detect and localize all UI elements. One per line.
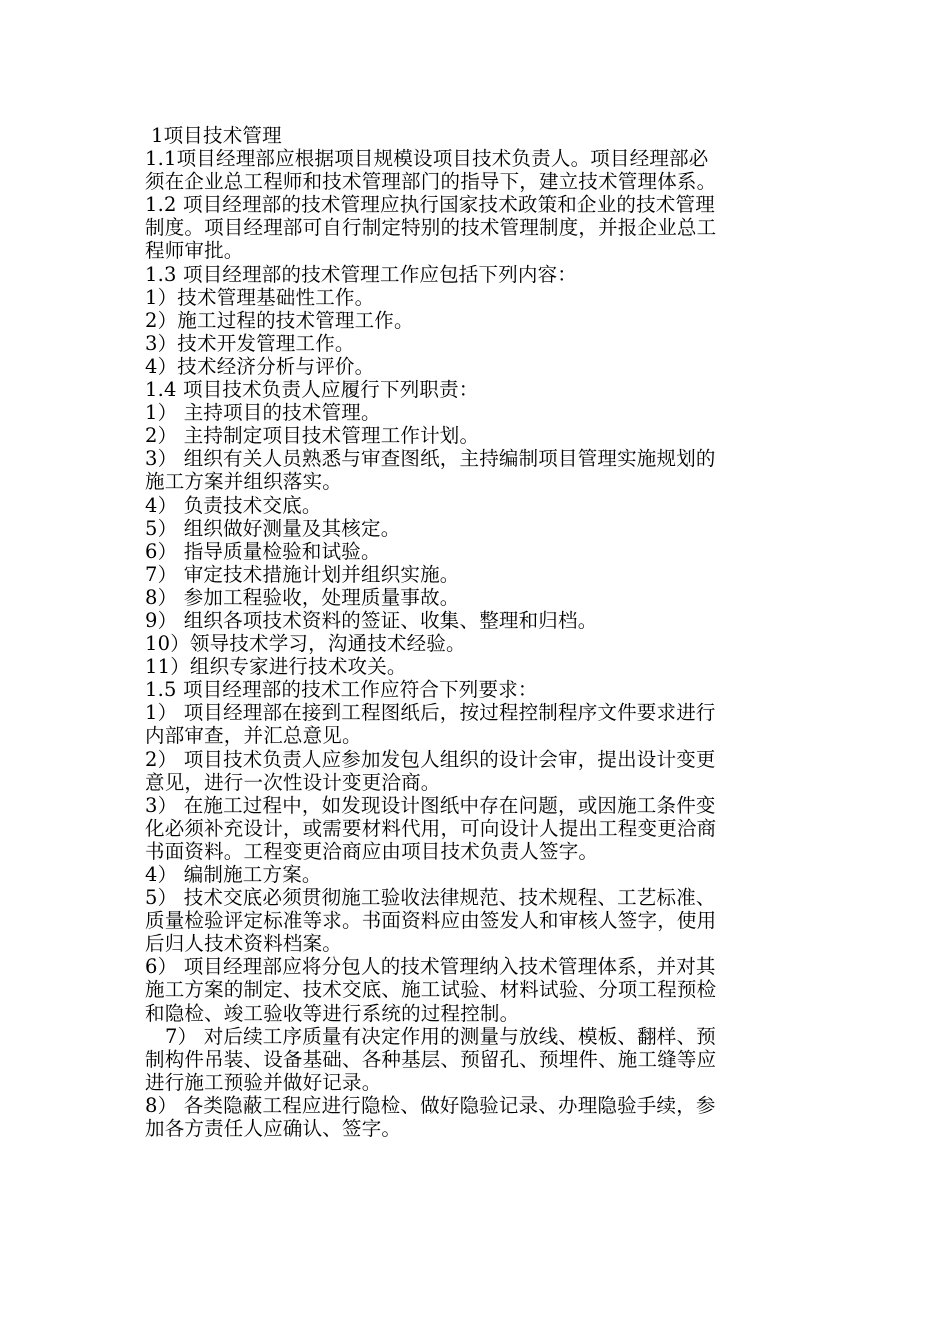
- text-line: 1.1项目经理部应根据项目规模设项目技术负责人。项目经理部必: [145, 147, 709, 171]
- text-line: 进行施工预验并做好记录。: [145, 1070, 382, 1094]
- text-line: 施工方案的制定、技术交底、施工试验、材料试验、分项工程预检: [145, 978, 717, 1002]
- text-line: 施工方案并组织落实。: [145, 470, 343, 494]
- text-line: 内部审查，并汇总意见。: [145, 724, 362, 748]
- text-line: 4） 负责技术交底。: [145, 493, 322, 517]
- text-line: 2）施工过程的技术管理工作。: [145, 308, 414, 332]
- text-line: 1.2 项目经理部的技术管理应执行国家技术政策和企业的技术管理: [145, 193, 715, 217]
- text-line: 书面资料。工程变更洽商应由项目技术负责人签字。: [145, 839, 599, 863]
- text-line: 2） 项目技术负责人应参加发包人组织的设计会审，提出设计变更: [145, 747, 716, 771]
- text-line: 须在企业总工程师和技术管理部门的指导下，建立技术管理体系。: [145, 170, 717, 194]
- text-line: 5） 技术交底必须贯彻施工验收法律规范、技术规程、工艺标准、: [145, 886, 716, 910]
- text-line: 质量检验评定标准等求。书面资料应由签发人和审核人签字，使用: [145, 909, 717, 933]
- text-line: 加各方责任人应确认、签字。: [145, 1117, 402, 1141]
- text-line: 1） 主持项目的技术管理。: [145, 401, 381, 425]
- text-line: 2） 主持制定项目技术管理工作计划。: [145, 424, 480, 448]
- text-line: 10）领导技术学习，沟通技术经验。: [145, 632, 466, 656]
- text-line: 7） 对后续工序质量有决定作用的测量与放线、模板、翻样、预: [165, 1024, 716, 1048]
- text-line: 1.3 项目经理部的技术管理工作应包括下列内容：: [145, 262, 578, 286]
- text-line: 制构件吊装、设备基础、各种基层、预留孔、预埋件、施工缝等应: [145, 1047, 717, 1071]
- text-line: 4）技术经济分析与评价。: [145, 354, 375, 378]
- text-line: 6） 指导质量检验和试验。: [145, 539, 381, 563]
- text-line: 和隐检、竣工验收等进行系统的过程控制。: [145, 1001, 520, 1025]
- document-body: [145, 124, 807, 1140]
- text-line: 11）组织专家进行技术攻关。: [145, 655, 407, 679]
- text-line: 1.5 项目经理部的技术工作应符合下列要求：: [145, 678, 538, 702]
- text-line: 1）技术管理基础性工作。: [145, 285, 375, 309]
- text-line: 1.4 项目技术负责人应履行下列职责：: [145, 378, 479, 402]
- text-line: 9） 组织各项技术资料的签证、收集、整理和归档。: [145, 608, 598, 632]
- text-line: 化必须补充设计，或需要材料代用，可向设计人提出工程变更洽商: [145, 816, 717, 840]
- text-line: 3）技术开发管理工作。: [145, 331, 355, 355]
- text-line: 7） 审定技术措施计划并组织实施。: [145, 562, 460, 586]
- text-line: 3） 在施工过程中，如发现设计图纸中存在问题，或因施工条件变: [145, 793, 716, 817]
- text-line: 8） 各类隐蔽工程应进行隐检、做好隐验记录、办理隐验手续，参: [145, 1093, 716, 1117]
- text-line: 5） 组织做好测量及其核定。: [145, 516, 401, 540]
- text-line: 后归人技术资料档案。: [145, 932, 343, 956]
- text-line: 制度。项目经理部可自行制定特别的技术管理制度，并报企业总工: [145, 216, 717, 240]
- text-line: 6） 项目经理部应将分包人的技术管理纳入技术管理体系，并对其: [145, 955, 716, 979]
- section-title: 1项目技术管理: [151, 124, 282, 147]
- text-line: 3） 组织有关人员熟悉与审查图纸，主持编制项目管理实施规划的: [145, 447, 716, 471]
- text-line: 4） 编制施工方案。: [145, 863, 322, 886]
- text-line: 程师审批。: [145, 239, 244, 263]
- text-line: 8） 参加工程验收，处理质量事故。: [145, 585, 460, 609]
- text-line: 1） 项目经理部在接到工程图纸后，按过程控制程序文件要求进行: [145, 701, 716, 725]
- text-line: 意见，进行一次性设计变更洽商。: [145, 770, 441, 794]
